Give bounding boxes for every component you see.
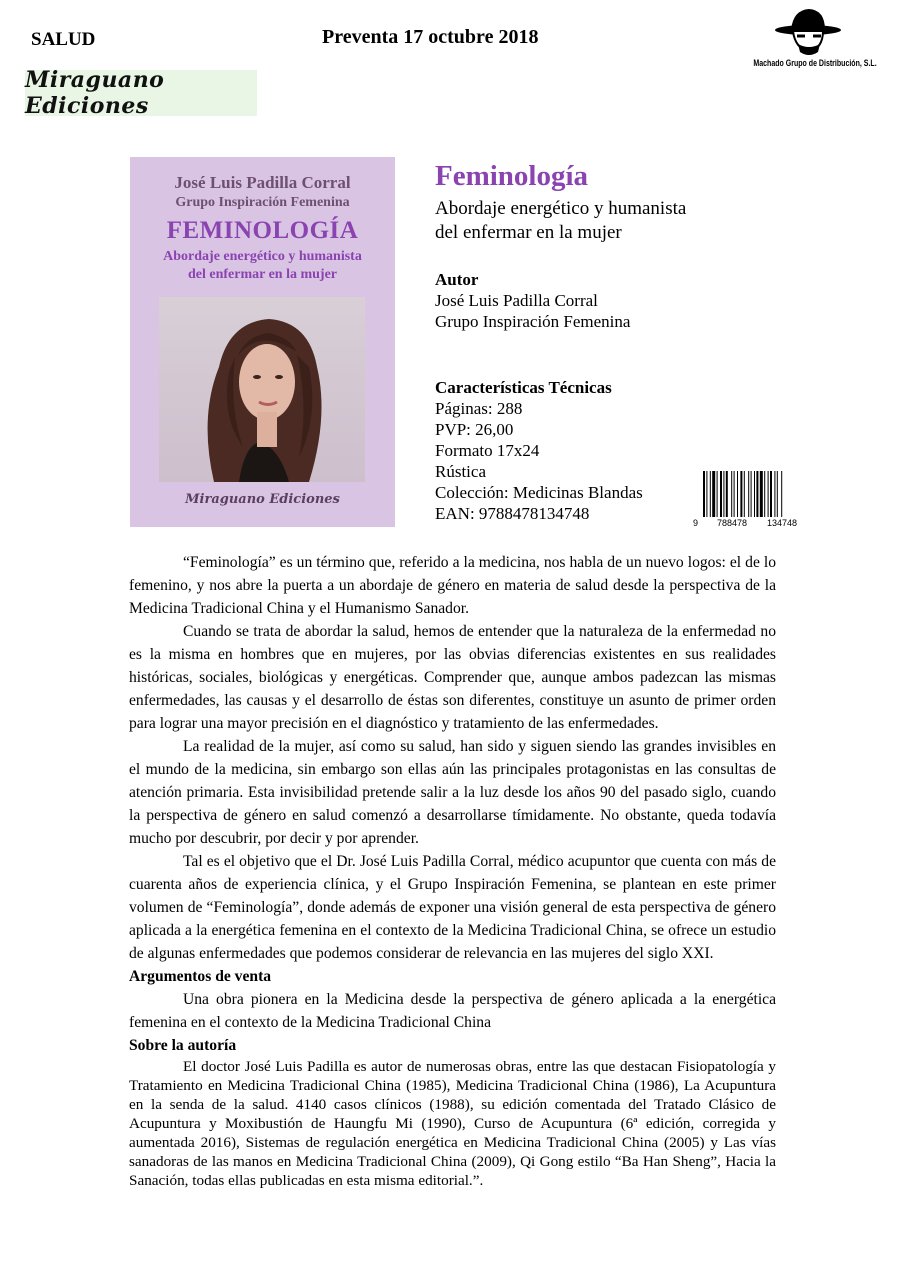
book-subtitle-line1: Abordaje energético y humanista bbox=[435, 198, 687, 219]
barcode-bar bbox=[723, 471, 724, 517]
description-paragraph: Cuando se trata de abordar la salud, hemos de entender que la naturaleza de la enfermedad no es la misma en hombres que en mujeres, por las obvias diferencias existentes en sus realidades históricas, sociales, biológicas y energéticas. Comprender que, aunque ambos padezcan las mismas enfermedades, las causas y el desarrollo de éstas son diferentes, constituye un asunto de primer orden para lograr una mayor precisión en el diagnóstico y tratamiento de las enfermedades. bbox=[129, 623, 776, 732]
publisher-logo-text: Miraguano Ediciones bbox=[25, 67, 165, 119]
book-title: Feminología bbox=[435, 160, 589, 192]
barcode-bar bbox=[737, 471, 738, 517]
barcode-digit-first: 9 bbox=[693, 518, 699, 528]
barcode-bar bbox=[764, 471, 765, 517]
barcode-digit-group2: 134748 bbox=[767, 518, 798, 528]
authorship-text: El doctor José Luis Padilla es autor de numerosas obras, entre las que destacan Fisiopatología y Tratamiento en Medicina Tradicional China (1985), Medicina Tradicional China (1986), La Acupuntura en la senda de la salud. 4140 casos clínicos (1988), su edición comentada del Tratado Clásico de Acupuntura y Moxibustión de Haungfu Mi (1990), Curso de Acupuntura (6ª edición, corregida y aumentada 2016), Sistemas de regulación energética en Medicina Tradicional China (2005) y Las vías sanadoras de las manos en Medicina Tradicional China (2009), Qi Gong estilo “Ba Han Sheng”, Hacia la Sanación, todas ellas publicadas en esta misma editorial.”. bbox=[129, 1058, 776, 1189]
barcode-bar bbox=[706, 471, 707, 517]
description-paragraph: “Feminología” es un término que, referido a la medicina, nos habla de un nuevo logos: el de lo femenino, y nos abre la puerta a un abordaje de género en materia de salud desde la perspectiva de la Medicina Tradicional China y el Humanismo Sanador. bbox=[129, 554, 776, 617]
cover-subtitle-line1: Abordaje energético y humanista bbox=[163, 249, 362, 264]
barcode-bar bbox=[740, 471, 742, 517]
barcode-bar bbox=[756, 471, 758, 517]
author-heading: Autor bbox=[435, 270, 479, 289]
specs-list bbox=[435, 398, 643, 524]
authorship-section bbox=[129, 1057, 776, 1190]
barcode-bar bbox=[710, 471, 711, 517]
barcode-bar bbox=[712, 471, 715, 517]
distributor-name: Machado Grupo de Distribución, S.L. bbox=[753, 58, 877, 68]
presale-date: Preventa 17 octubre 2018 bbox=[322, 26, 539, 48]
spec-pages: Páginas: 288 bbox=[435, 399, 523, 418]
selling-points-heading: Argumentos de venta bbox=[129, 968, 272, 985]
barcode-bar bbox=[760, 471, 763, 517]
authorship-heading: Sobre la autoría bbox=[129, 1037, 237, 1054]
barcode-bars bbox=[703, 471, 782, 517]
barcode-bar bbox=[754, 471, 755, 517]
cover-author: José Luis Padilla Corral bbox=[174, 173, 351, 192]
book-subtitle bbox=[435, 197, 755, 245]
distributor-logo bbox=[738, 6, 878, 68]
spec-collection: Colección: Medicinas Blandas bbox=[435, 483, 643, 502]
barcode-bar bbox=[731, 471, 732, 517]
author-line: Grupo Inspiración Femenina bbox=[435, 312, 631, 331]
hat-face-icon bbox=[773, 6, 843, 58]
barcode-bar bbox=[751, 471, 752, 517]
cover-publisher: Miraguano Ediciones bbox=[185, 492, 340, 507]
cover-group: Grupo Inspiración Femenina bbox=[175, 195, 350, 210]
cover-photo bbox=[159, 297, 365, 482]
barcode-bar bbox=[770, 471, 772, 517]
book-subtitle-line2: del enfermar en la mujer bbox=[435, 222, 622, 243]
spec-format: Formato 17x24 bbox=[435, 441, 540, 460]
author-line: José Luis Padilla Corral bbox=[435, 291, 598, 310]
specs-heading: Características Técnicas bbox=[435, 378, 612, 397]
barcode-bar bbox=[781, 471, 782, 517]
description-paragraph: La realidad de la mujer, así como su salud, han sido y siguen siendo las grandes invisibles en el mundo de la medicina, sin embargo son ellas aún las principales protagonistas en las consultas de atención primaria. Esta invisibilidad pretende salir a la luz desde los años 90 del pasado siglo, cuando la perspectiva de género en salud comenzó a desarrollarse tímidamente. No obstante, queda todavía mucho por descubrir, por decir y por aprender. bbox=[129, 738, 776, 847]
barcode bbox=[693, 469, 817, 529]
barcode-bar bbox=[768, 471, 769, 517]
barcode-bar bbox=[748, 471, 749, 517]
barcode-bar bbox=[717, 471, 718, 517]
barcode-bar bbox=[774, 471, 775, 517]
category-label: SALUD bbox=[31, 29, 96, 50]
selling-points-text: Una obra pionera en la Medicina desde la perspectiva de género aplicada a la energética femenina en el contexto de la Medicina Tradicional China bbox=[129, 991, 776, 1031]
spec-ean: EAN: 9788478134748 bbox=[435, 504, 590, 523]
author-names bbox=[435, 290, 630, 332]
description-body bbox=[129, 551, 776, 1190]
publisher-logo bbox=[25, 67, 257, 119]
barcode-bar bbox=[734, 471, 735, 517]
barcode-bar bbox=[703, 471, 705, 517]
cover-title: FEMINOLOGÍA bbox=[166, 217, 359, 244]
cover-subtitle-line2: del enfermar en la mujer bbox=[187, 267, 338, 282]
barcode-digit-group1: 788478 bbox=[717, 518, 748, 528]
book-cover bbox=[130, 157, 395, 527]
spec-binding: Rústica bbox=[435, 462, 486, 481]
barcode-bar bbox=[726, 471, 728, 517]
description-paragraph: Tal es el objetivo que el Dr. José Luis Padilla Corral, médico acupuntor que cuenta con más de cuarenta años de experiencia clínica, y el Grupo Inspiración Femenina, se plantean en este primer volumen de “Feminología”, donde además de exponer una visión general de esta perspectiva de género aplicada a la energética femenina en el contexto de la Medicina Tradicional China, se ofrece un estudio de algunas enfermedades que podemos considerar de relevancia en las mujeres del siglo XXI. bbox=[129, 853, 776, 962]
barcode-bar bbox=[720, 471, 722, 517]
spec-price: PVP: 26,00 bbox=[435, 420, 514, 439]
barcode-bar bbox=[777, 471, 778, 517]
barcode-bar bbox=[744, 471, 745, 517]
